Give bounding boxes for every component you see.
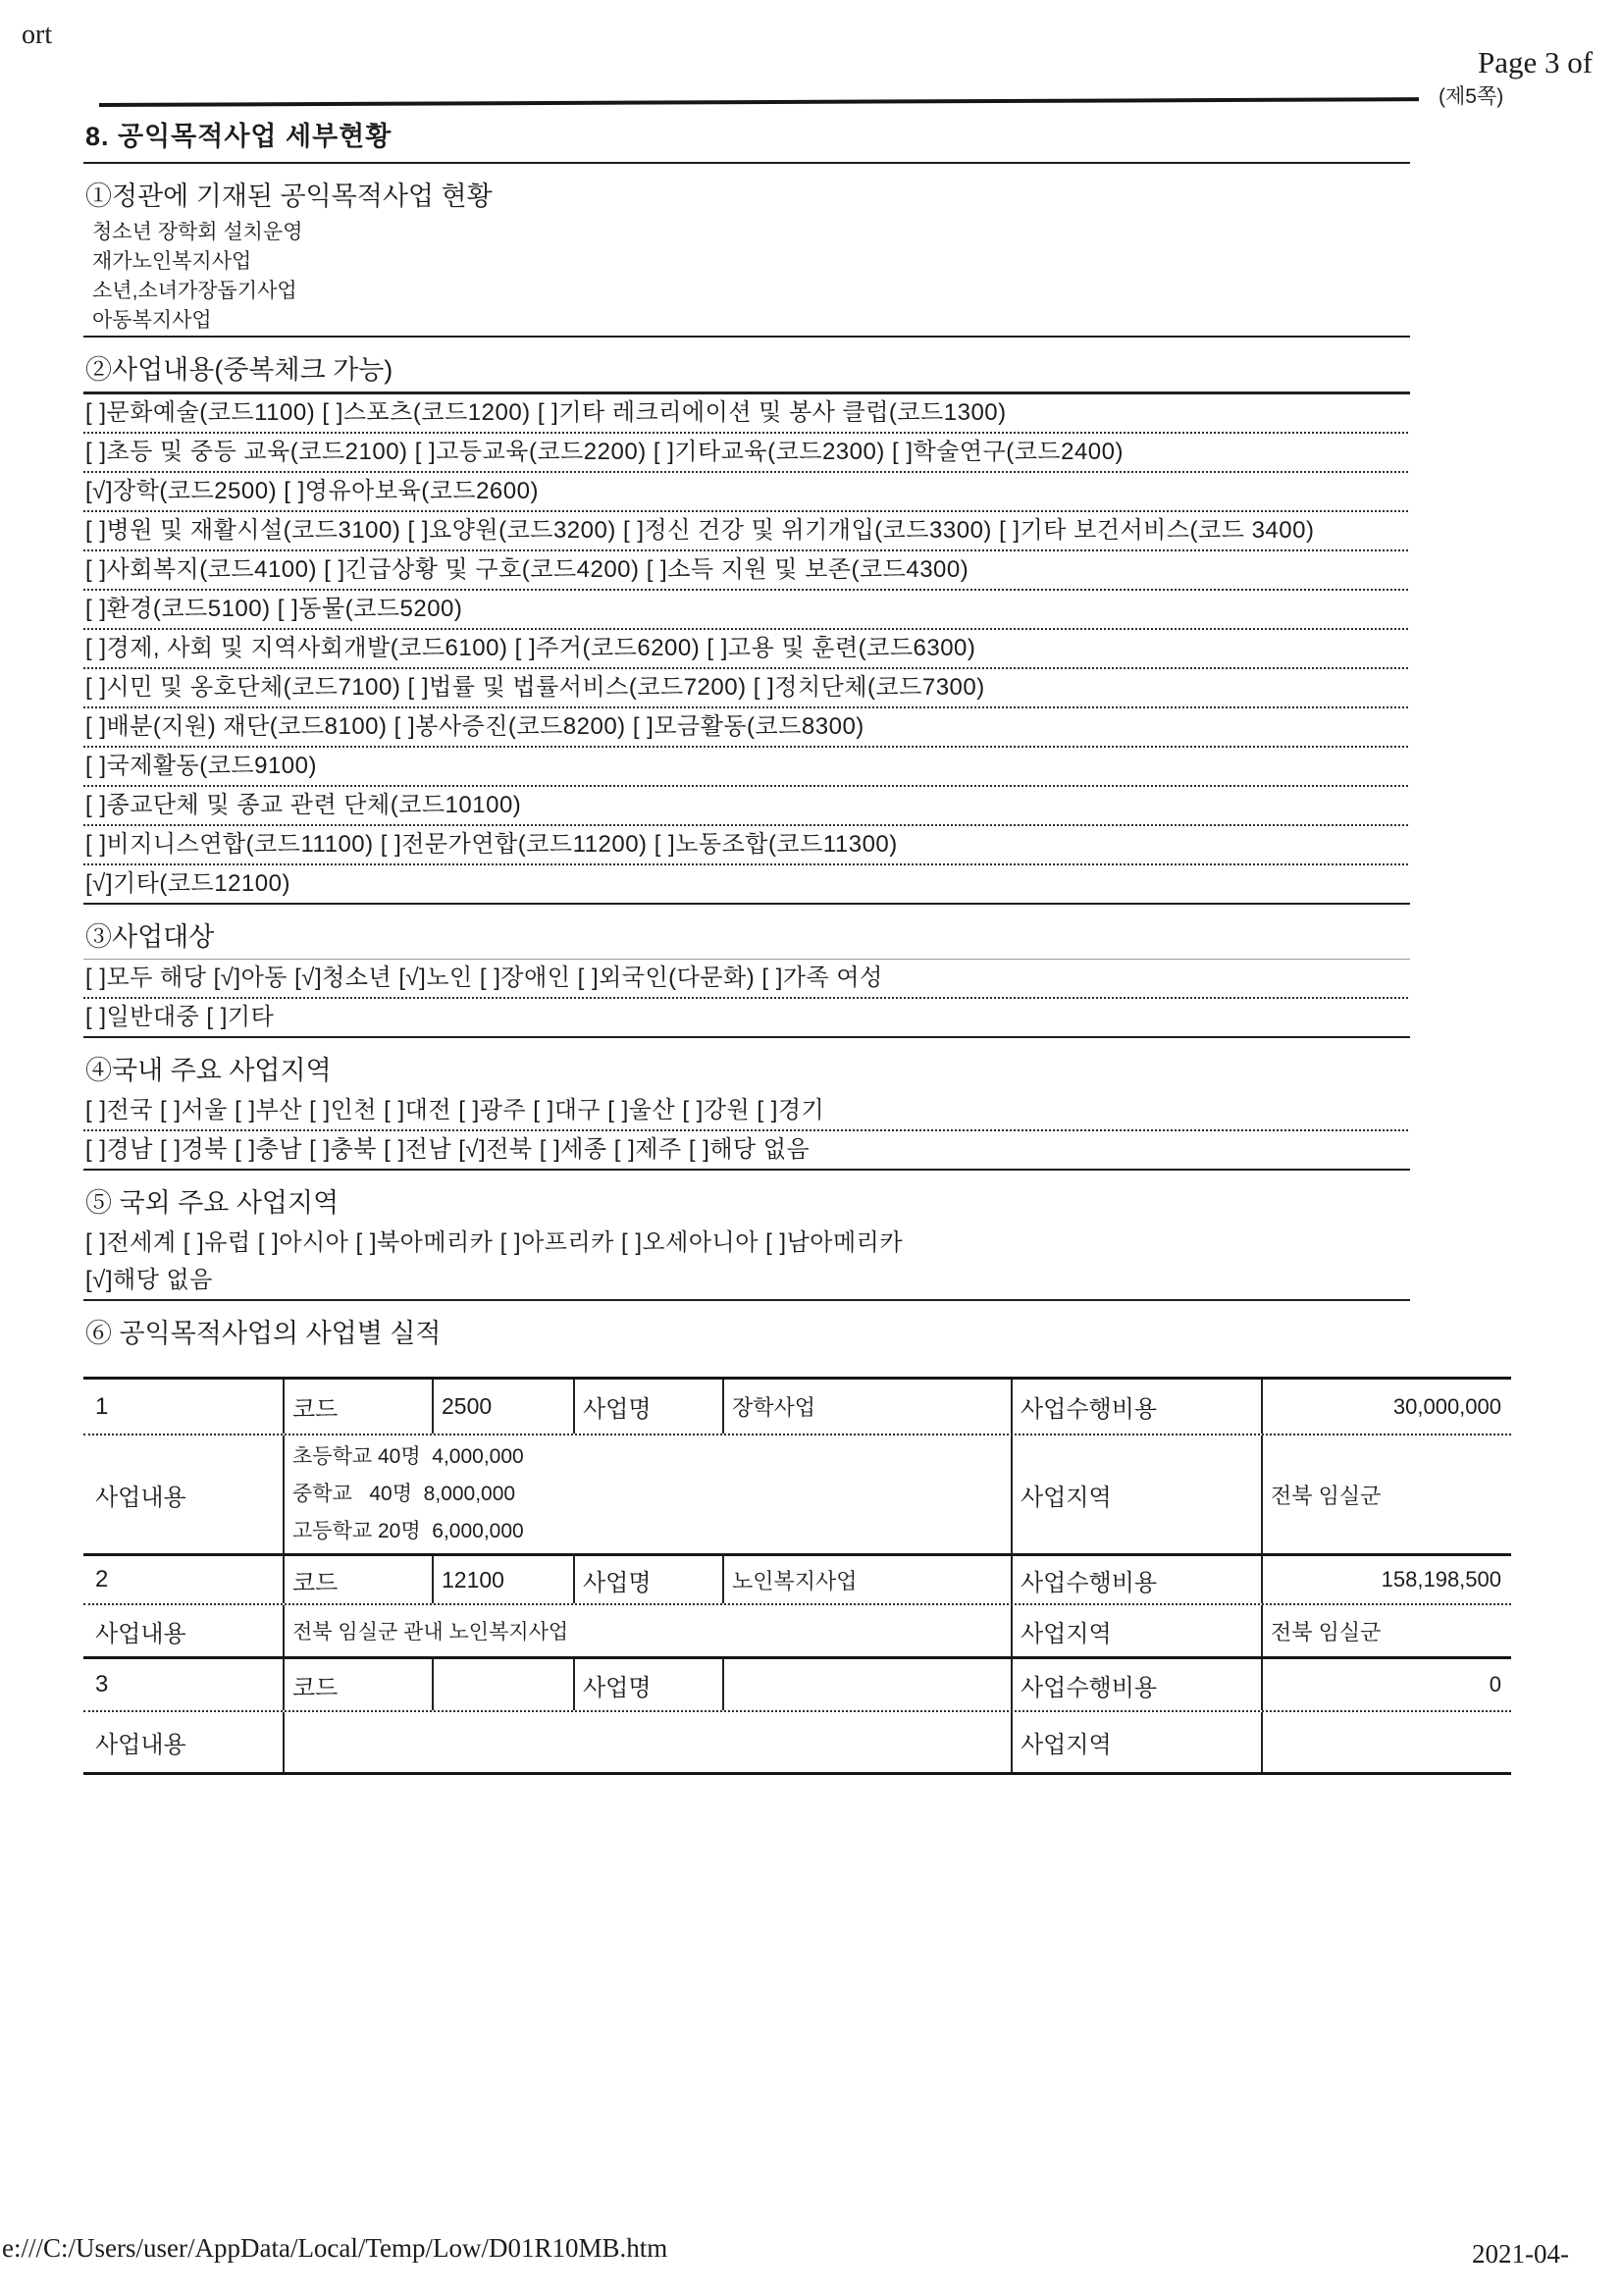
code-label: 코드	[283, 1380, 432, 1434]
table-row	[83, 1605, 1511, 1656]
code-value: 2500	[432, 1380, 573, 1434]
content-line: 초등학교 40명 4,000,000	[292, 1445, 524, 1468]
checkbox-row: [ ]환경(코드5100) [ ]동물(코드5200)	[83, 591, 1408, 630]
footer-date: 2021-04-	[1472, 2239, 1569, 2269]
region-value: 전북 임실군	[1261, 1435, 1511, 1553]
cost-label: 사업수행비용	[1011, 1659, 1261, 1710]
checkbox-row: [√]장학(코드2500) [ ]영유아보육(코드2600)	[83, 473, 1408, 512]
cost-label: 사업수행비용	[1011, 1556, 1261, 1603]
table-row	[83, 1556, 1511, 1605]
table-row	[83, 1712, 1511, 1772]
checkbox-row: [ ]사회복지(코드4100) [ ]긴급상황 및 구호(코드4200) [ ]소득 지원 및 보존(코드4300)	[83, 551, 1408, 591]
checkbox-row: [ ]국제활동(코드9100)	[83, 748, 1408, 787]
region-label: 사업지역	[1011, 1712, 1261, 1772]
table-row	[83, 1380, 1511, 1435]
sheet-note: (제5쪽)	[1439, 85, 1504, 108]
checkbox-row: [√]해당 없음	[85, 1267, 213, 1293]
header-left-partial-text: ort	[22, 20, 53, 50]
entry-number: 3	[95, 1671, 109, 1697]
content-value	[283, 1712, 1011, 1772]
checkbox-row: [ ]배분(지원) 재단(코드8100) [ ]봉사증진(코드8200) [ ]모금활동(코드8300)	[83, 708, 1408, 748]
cost-label: 사업수행비용	[1011, 1380, 1261, 1434]
performance-entry	[83, 1377, 1511, 1553]
checkbox-row: [ ]종교단체 및 종교 관련 단체(코드10100)	[83, 787, 1408, 826]
performance-entry	[83, 1553, 1511, 1656]
content-line: 고등학교 20명 6,000,000	[292, 1520, 524, 1542]
code-value: 12100	[432, 1556, 573, 1603]
section3-title: ③사업대상	[85, 922, 215, 952]
performance-table	[83, 1377, 1511, 1775]
section8-heading: 8. 공익목적사업 세부현황	[85, 122, 393, 151]
region-value: 전북 임실군	[1261, 1605, 1511, 1656]
section5-title: ⑤ 국외 주요 사업지역	[85, 1188, 340, 1218]
checkbox-row: [ ]전국 [ ]서울 [ ]부산 [ ]인천 [ ]대전 [ ]광주 [ ]대구 [ ]울산 [ ]강원 [ ]경기	[83, 1092, 1408, 1131]
charter-business-item: 소년,소녀가장돕기사업	[92, 280, 297, 302]
charter-business-item: 청소년 장학회 설치운영	[92, 221, 303, 243]
checkbox-row: [ ]경남 [ ]경북 [ ]충남 [ ]충북 [ ]전남 [√]전북 [ ]세종 [ ]제주 [ ]해당 없음	[85, 1136, 811, 1163]
name-label: 사업명	[573, 1380, 722, 1434]
region-label: 사업지역	[1011, 1435, 1261, 1553]
cost-value: 30,000,000	[1261, 1380, 1511, 1434]
content-value	[283, 1435, 1011, 1553]
entry-number: 1	[95, 1392, 109, 1420]
cost-value: 0	[1261, 1659, 1511, 1710]
charter-business-item: 재가노인복지사업	[92, 250, 252, 273]
content-value: 전북 임실군 관내 노인복지사업	[283, 1605, 1011, 1656]
section6-title: ⑥ 공익목적사업의 사업별 실적	[85, 1319, 442, 1348]
table-row	[83, 1659, 1511, 1712]
footer-file-url: e:///C:/Users/user/AppData/Local/Temp/Low/D01R10MB.htm	[2, 2233, 668, 2263]
table-row	[83, 1435, 1511, 1553]
checkbox-row: [ ]초등 및 중등 교육(코드2100) [ ]고등교육(코드2200) [ ]기타교육(코드2300) [ ]학술연구(코드2400)	[83, 434, 1408, 473]
checkbox-row: [ ]경제, 사회 및 지역사회개발(코드6100) [ ]주거(코드6200) [ ]고용 및 훈련(코드6300)	[83, 630, 1408, 669]
region-value	[1261, 1712, 1511, 1772]
checkbox-row: [ ]일반대중 [ ]기타	[85, 1004, 275, 1030]
code-label: 코드	[283, 1659, 432, 1710]
top-rule	[99, 97, 1419, 107]
checkbox-row: [ ]전세계 [ ]유럽 [ ]아시아 [ ]북아메리카 [ ]아프리카 [ ]오세아니아 [ ]남아메리카	[85, 1229, 904, 1256]
checkbox-row: [ ]병원 및 재활시설(코드3100) [ ]요양원(코드3200) [ ]정신 건강 및 위기개입(코드3300) [ ]기타 보건서비스(코드 3400)	[83, 512, 1408, 551]
name-label: 사업명	[573, 1556, 722, 1603]
code-label: 코드	[283, 1556, 432, 1603]
section1-title: ①정관에 기재된 공익목적사업 현황	[85, 182, 493, 211]
region-label: 사업지역	[1011, 1605, 1261, 1656]
section4-title: ④국내 주요 사업지역	[85, 1056, 332, 1085]
document-body	[83, 103, 1511, 1775]
content-label: 사업내용	[95, 1620, 186, 1647]
entry-number: 2	[95, 1566, 109, 1592]
name-label: 사업명	[573, 1659, 722, 1710]
checkbox-row: [ ]문화예술(코드1100) [ ]스포츠(코드1200) [ ]기타 레크리에이션 및 봉사 클럽(코드1300)	[83, 394, 1408, 434]
section2-title: ②사업내용(중복체크 가능)	[85, 355, 393, 385]
checkbox-row: [√]기타(코드12100)	[85, 870, 290, 897]
code-value	[432, 1659, 573, 1710]
content-line: 중학교 40명 8,000,000	[292, 1483, 516, 1505]
content-label: 사업내용	[95, 1732, 186, 1758]
content-label: 사업내용	[95, 1484, 186, 1511]
checkbox-row: [ ]모두 해당 [√]아동 [√]청소년 [√]노인 [ ]장애인 [ ]외국인(다문화) [ ]가족 여성	[83, 960, 1408, 999]
name-value	[722, 1659, 1011, 1710]
performance-entry	[83, 1656, 1511, 1772]
page-number: Page 3 of	[1478, 45, 1594, 79]
checkbox-row: [ ]비지니스연합(코드11100) [ ]전문가연합(코드11200) [ ]노동조합(코드11300)	[83, 826, 1408, 865]
charter-business-item: 아동복지사업	[92, 309, 212, 332]
name-value: 장학사업	[722, 1380, 1011, 1434]
name-value: 노인복지사업	[722, 1556, 1011, 1603]
cost-value: 158,198,500	[1261, 1556, 1511, 1603]
checkbox-row: [ ]시민 및 옹호단체(코드7100) [ ]법률 및 법률서비스(코드7200) [ ]정치단체(코드7300)	[83, 669, 1408, 708]
